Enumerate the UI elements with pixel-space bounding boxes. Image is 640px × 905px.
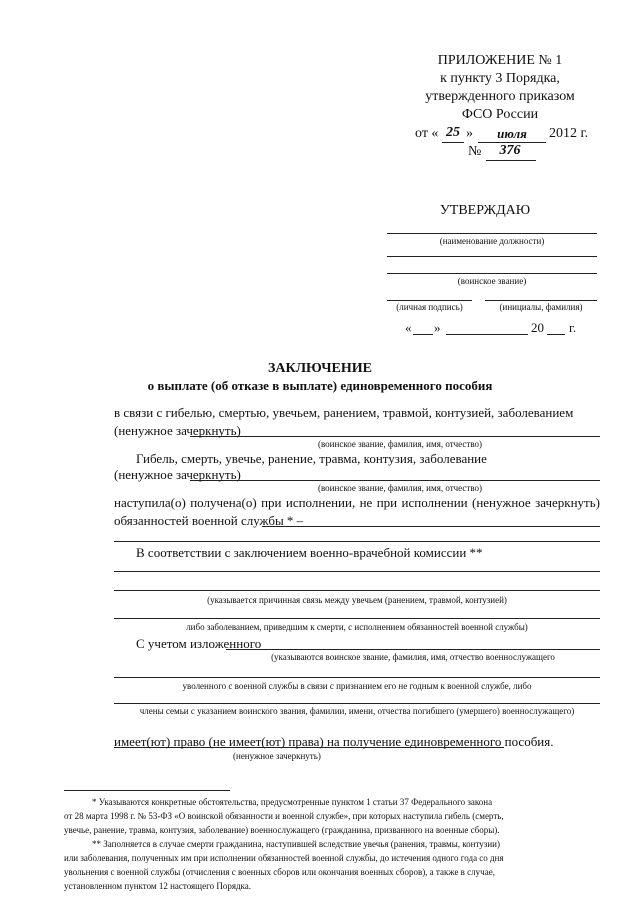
- number-prefix: №: [468, 144, 482, 159]
- footnote-2-line3: увольнения с военной службы (отчисления с военных сборов или окончания военных сборов), а также в случае,: [64, 867, 495, 877]
- caption-3: (указывается причинная связь между увечьем (ранением, травмой, контузией): [207, 595, 507, 605]
- appendix-line2: к пункту 3 Порядка,: [440, 71, 560, 86]
- appendix-title: ПРИЛОЖЕНИЕ № 1: [437, 53, 563, 68]
- signature-caption: (личная подпись): [396, 302, 463, 312]
- p5: С учетом изложенного: [136, 636, 262, 651]
- footnote-2-line4: установленном пунктом 12 настоящего Порядка.: [64, 881, 252, 891]
- p3-line2: обязанностей военной службы * –: [114, 513, 304, 528]
- footnote-1-line3: увечье, ранение, травма, контузия, заболевание) военнослужащего (гражданина, призванного на военные сборы).: [64, 825, 500, 835]
- footnote-2-line1: ** Заполняется в случае смерти гражданина, наступившей вследствие увечья (ранения, травмы, контузии): [92, 839, 500, 849]
- date-month: июля: [497, 126, 527, 141]
- appendix-line4: ФСО России: [461, 107, 539, 122]
- p1-line2: (ненужное зачеркнуть): [114, 423, 241, 438]
- p6: имеет(ют) право (не имеет(ют) права) на получение единовременного пособия.: [114, 734, 554, 749]
- p2-line1: Гибель, смерть, увечье, ранение, травма, контузия, заболевание: [136, 451, 487, 466]
- caption-8: (ненужное зачеркнуть): [233, 751, 321, 761]
- caption-1: (воинское звание, фамилия, имя, отчество): [318, 439, 482, 449]
- date-year: 2012 г.: [549, 126, 589, 141]
- order-number: 376: [499, 143, 521, 158]
- date-prefix: от «: [415, 126, 439, 141]
- approve-date-year-suffix: г.: [569, 320, 577, 335]
- approve-date-open: «: [405, 320, 412, 335]
- doc-subtitle: о выплате (об отказе в выплате) единовременного пособия: [147, 378, 493, 393]
- position-caption: (наименование должности): [439, 236, 545, 246]
- p4: В соответствии с заключением военно-врачебной комиссии **: [136, 545, 483, 560]
- approve-title: УТВЕРЖДАЮ: [439, 203, 531, 218]
- footnote-2-line2: или заболевания, полученных им при исполнении обязанностей военной службы, до истечения одного года со дня: [64, 853, 504, 863]
- p3-line1: наступила(о) получена(о) при исполнении, не при исполнении (ненужное зачеркнуть): [114, 495, 600, 510]
- appendix-line3: утвержденного приказом: [425, 89, 575, 104]
- p1-line1: в связи с гибелью, смертью, увечьем, ранением, травмой, контузией, заболеванием: [114, 405, 574, 420]
- name-caption: (инициалы, фамилия): [499, 302, 583, 312]
- caption-6: уволенного с военной службы в связи с признанием его не годным к военной службе, либо: [182, 681, 532, 691]
- p2-line2: (ненужное зачеркнуть): [114, 467, 241, 482]
- doc-title: ЗАКЛЮЧЕНИЕ: [267, 361, 373, 376]
- caption-7: члены семьи с указанием воинского звания, фамилии, имени, отчества погибшего (умершего) военнослужащего): [139, 706, 575, 716]
- caption-2: (воинское звание, фамилия, имя, отчество): [318, 483, 482, 493]
- approve-date-century: 20: [531, 320, 544, 335]
- approve-date-close: »: [434, 320, 441, 335]
- date-day: 25: [446, 125, 460, 140]
- footnote-1-line2: от 28 марта 1998 г. № 53-ФЗ «О воинской обязанности и военной службе», при которых наступила гибель (смерть,: [64, 811, 504, 821]
- rank-caption: (воинское звание): [457, 276, 527, 286]
- caption-5: (указываются воинское звание, фамилия, имя, отчество военнослужащего: [271, 652, 555, 662]
- footnote-1-line1: * Указываются конкретные обстоятельства, предусмотренные пунктом 1 статьи 37 Федерального закона: [92, 797, 493, 807]
- date-mid: »: [466, 126, 473, 141]
- caption-4: либо заболеванием, приведшим к смерти, с исполнением обязанностей военной службы): [186, 622, 528, 632]
